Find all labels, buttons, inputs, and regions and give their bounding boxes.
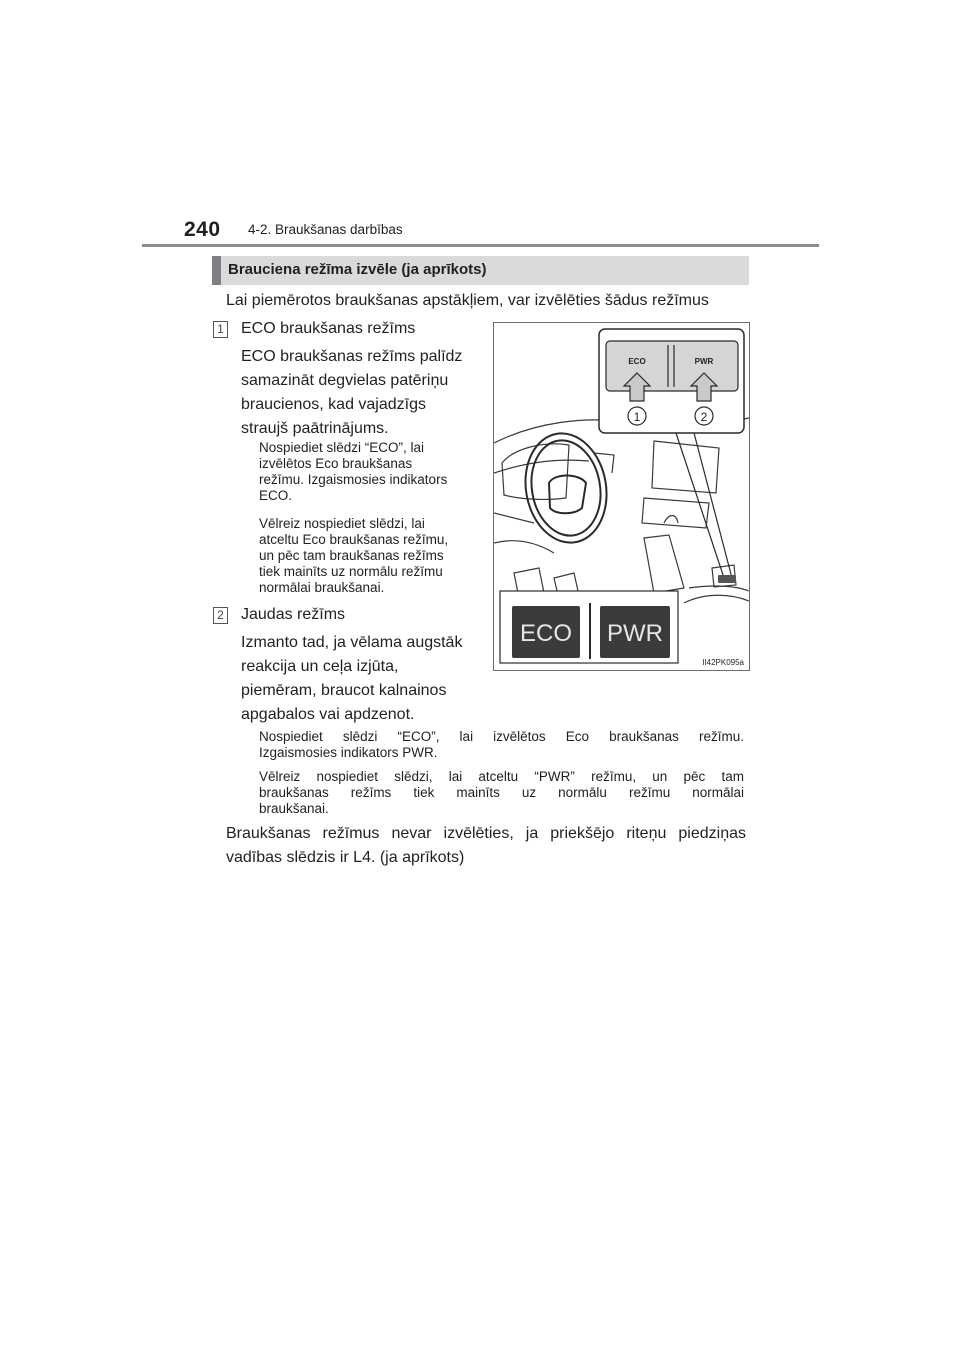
- mode-1-note-line: un pēc tam braukšanas režīms: [259, 548, 444, 563]
- mode-1-note-line: tiek mainīts uz normālu režīmu: [259, 564, 443, 579]
- dashboard-illustration: [493, 322, 750, 671]
- image-code: II42PK095a: [702, 658, 744, 667]
- mode-1-desc-line: braucienos, kad vajadzīgs: [241, 396, 426, 413]
- callout-1: 1: [633, 410, 641, 424]
- banner-title: Brauciena režīma izvēle (ja aprīkots): [228, 261, 487, 278]
- mode-1-note-line: režīmu. Izgaismosies indikators: [259, 472, 448, 487]
- mode-2-note-1: [259, 729, 744, 761]
- mode-1-note-line: izvēlētos Eco braukšanas: [259, 456, 413, 471]
- footer-note-line: Braukšanas režīmus nevar izvēlēties, ja priekšējo riteņu piedziņas: [226, 825, 746, 842]
- console-switch: [718, 575, 736, 583]
- header-rule: [142, 244, 819, 247]
- mode-2-note-line: Nospiediet slēdzi “ECO”, lai izvēlētos Eco braukšanas režīmu.: [259, 729, 744, 744]
- mode-1-note-line: Nospiediet slēdzi “ECO”, lai: [259, 440, 425, 455]
- section-banner: [212, 256, 749, 285]
- mode-2-desc-line: apgabalos vai apdzenot.: [241, 706, 415, 723]
- mode-1-title: ECO braukšanas režīms: [241, 320, 416, 337]
- mode-2-note-line: braukšanas režīms tiek mainīts uz normālu režīmu normālai: [259, 785, 744, 800]
- mode-2-desc-line: Izmanto tad, ja vēlama augstāk: [241, 634, 463, 651]
- mode-1-note-line: Vēlreiz nospiediet slēdzi, lai: [259, 516, 425, 531]
- mode-1-note-line: normālai braukšanai.: [259, 580, 385, 595]
- mode-1-note-1: [259, 440, 479, 504]
- mode-1-description: [241, 345, 481, 441]
- mode-1-desc-line: ECO braukšanas režīms palīdz: [241, 348, 463, 365]
- mode-1-number: 1: [213, 321, 228, 338]
- mode-2-title: Jaudas režīms: [241, 606, 346, 623]
- callout-2: 2: [700, 410, 708, 424]
- mode-1-note-line: atceltu Eco braukšanas režīmu,: [259, 532, 449, 547]
- banner-accent-bar: [212, 256, 221, 285]
- mode-1-note-2: [259, 516, 479, 596]
- mode-2-note-line: Izgaismosies indikators PWR.: [259, 745, 438, 760]
- mode-2-desc-line: reakcija un ceļa izjūta,: [241, 658, 399, 675]
- page-number: 240: [184, 218, 221, 241]
- footer-note-line: vadības slēdzis ir L4. (ja aprīkots): [226, 849, 465, 866]
- intro-text: Lai piemērotos braukšanas apstākļiem, var izvēlēties šādus režīmus: [226, 292, 709, 309]
- mode-2-note-2: [259, 769, 744, 817]
- mode-2-description: [241, 631, 481, 727]
- switch-label-pwr: PWR: [694, 357, 714, 366]
- mode-2-number: 2: [213, 607, 228, 624]
- mode-1-desc-line: samazināt degvielas patēriņu: [241, 372, 449, 389]
- switch-label-eco: ECO: [628, 357, 646, 366]
- section-title: 4-2. Braukšanas darbības: [248, 222, 403, 237]
- indicator-pwr: PWR: [607, 620, 663, 647]
- indicator-eco: ECO: [519, 620, 573, 647]
- mode-1-desc-line: straujš paātrinājums.: [241, 420, 389, 437]
- footer-note: [226, 822, 746, 870]
- mode-2-note-line: Vēlreiz nospiediet slēdzi, lai atceltu “PWR” režīmu, un pēc tam: [259, 769, 744, 784]
- mode-1-note-line: ECO.: [259, 488, 293, 503]
- mode-2-desc-line: piemēram, braucot kalnainos: [241, 682, 447, 699]
- mode-2-note-line: braukšanai.: [259, 801, 329, 816]
